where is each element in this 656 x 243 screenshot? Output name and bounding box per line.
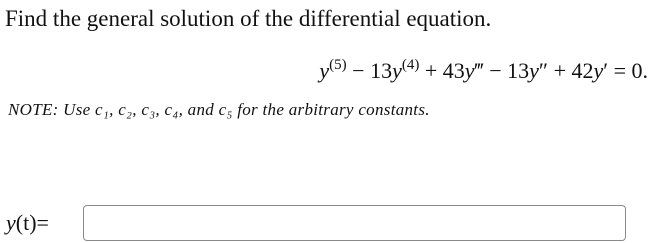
eq-y4: y xyxy=(392,58,402,83)
eq-y2: y xyxy=(529,58,539,83)
eq-y5-exp: (5) xyxy=(329,57,347,73)
answer-label-func: y xyxy=(6,210,16,235)
eq-term-42: + 42 xyxy=(548,58,594,83)
answer-input[interactable] xyxy=(83,205,626,241)
answer-label-eq: = xyxy=(36,210,49,235)
answer-label xyxy=(6,210,49,236)
eq-term-43: + 43 xyxy=(419,58,465,83)
eq-y4-exp: (4) xyxy=(401,57,420,73)
eq-term-13b: − 13 xyxy=(483,58,530,83)
eq-y3: y xyxy=(464,58,475,83)
differential-equation xyxy=(319,58,648,84)
eq-y1: y xyxy=(593,58,604,83)
note-text: NOTE: Use c₁, c₂, c₃, c₄, and c₅ for the arbitrary constants. xyxy=(8,100,430,119)
eq-y3-primes: ‴ xyxy=(474,58,484,83)
answer-label-arg: (t) xyxy=(15,210,37,235)
eq-term-13: − 13 xyxy=(346,58,393,83)
eq-rhs: = 0. xyxy=(608,58,648,83)
eq-y5: y xyxy=(319,58,330,83)
eq-y1-primes: ′ xyxy=(603,58,609,83)
eq-y2-primes: ″ xyxy=(538,58,549,83)
question-text: Find the general solution of the differential equation. xyxy=(5,6,492,31)
